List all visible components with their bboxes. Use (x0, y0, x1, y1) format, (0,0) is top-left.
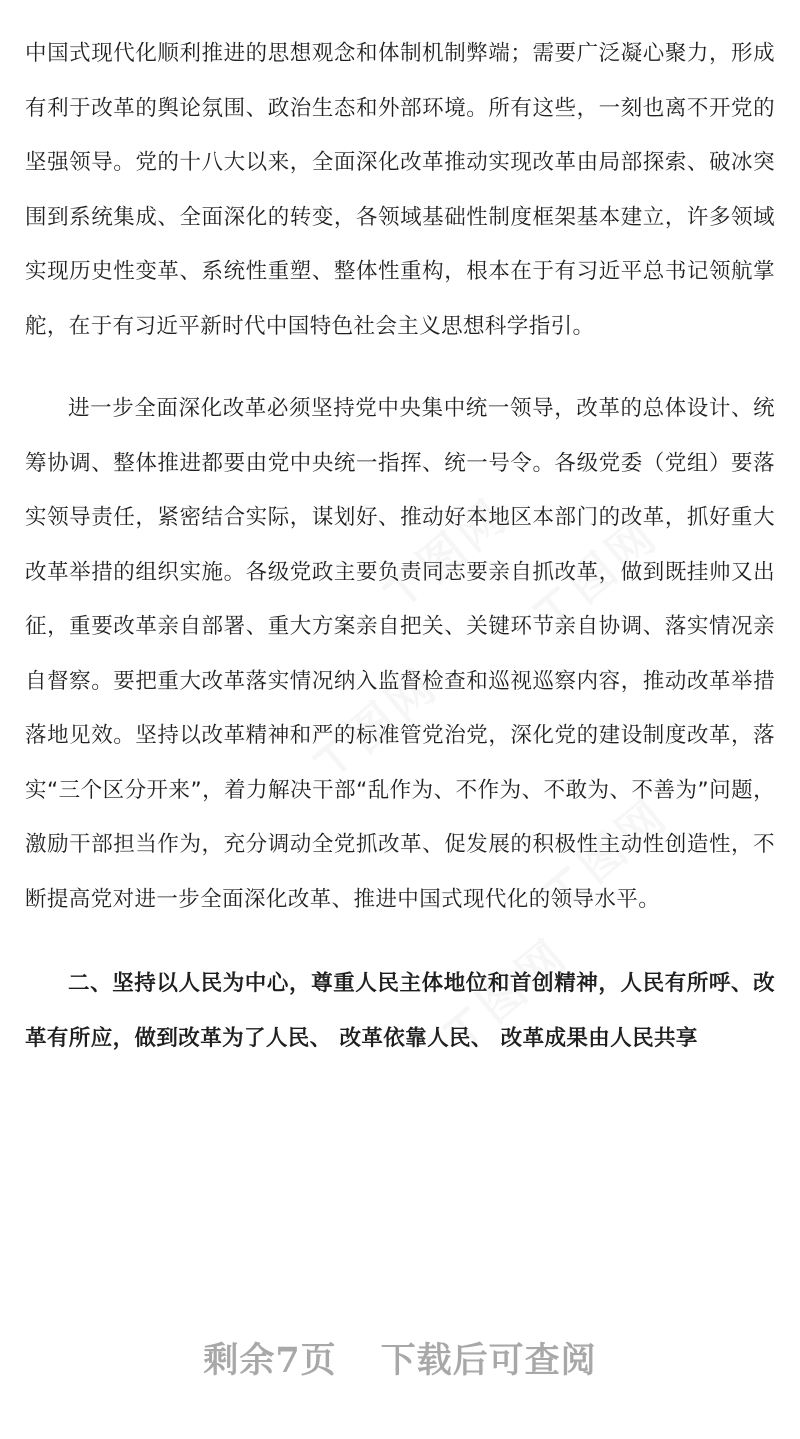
download-prompt[interactable] (0, 1333, 800, 1383)
download-to-view-label: 下载后可查阅 (380, 1340, 597, 1381)
body-paragraph: 进一步全面深化改革必须坚持党中央集中统一领导，改革的总体设计、统筹协调、整体推进都要由党中央统一指挥、统一号令。各级党委（党组）要落实领导责任，紧密结合实际，谋划好、推动好本地区本部门的改革，抓好重大改革举措的组织实施。各级党政主要负责同志要亲自抓改革，做到既挂帅又出征，重要改革亲自部署、重大方案亲自把关、关键环节亲自协调、落实情况亲自督察。要把重大改革落实情况纳入监督检查和巡视巡察内容，推动改革举措落地见效。坚持以改革精神和严的标准管党治党，深化党的建设制度改革，落实“三个区分开来”，着力解决干部“乱作为、不作为、不敢为、不善为”问题，激励干部担当作为，充分调动全党抓改革、促发展的积极性主动性创造性，不断提高党对进一步全面深化改革、推进中国式现代化的领导水平。 (25, 396, 775, 912)
document-body (25, 27, 775, 1066)
remaining-pages-label: 剩余7页 (203, 1340, 337, 1381)
section-heading: 二、坚持以人民为中心，尊重人民主体地位和首创精神，人民有所呼、改革有所应，做到改革为了人民、 改革依靠人民、 改革成果由人民共享 (25, 971, 775, 1051)
body-paragraph: 中国式现代化顺利推进的思想观念和体制机制弊端；需要广泛凝心聚力，形成有利于改革的舆论氛围、政治生态和外部环境。所有这些，一刻也离不开党的坚强领导。党的十八大以来，全面深化改革推动实现改革由局部探索、破冰突围到系统集成、全面深化的转变，各领域基础性制度框架基本建立，许多领域实现历史性变革、系统性重塑、整体性重构，根本在于有习近平总书记领航掌舵，在于有习近平新时代中国特色社会主义思想科学指引。 (25, 41, 775, 339)
